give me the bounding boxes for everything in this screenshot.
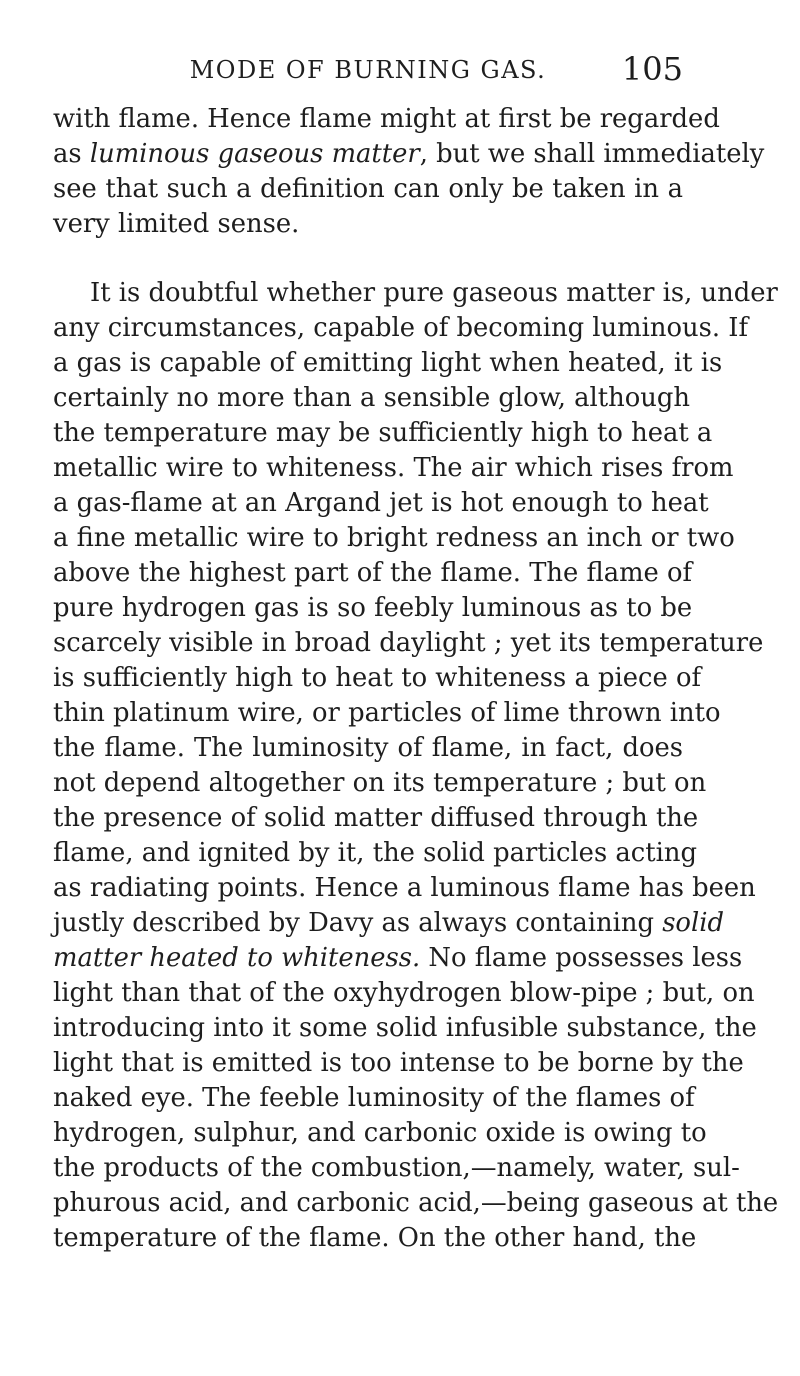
text-line [53, 1011, 757, 1046]
page-number: 105 [621, 50, 683, 88]
text-line [53, 311, 749, 346]
text-line [53, 801, 699, 836]
text-segment: pure hydrogen gas is so feebly luminous as to be [53, 593, 693, 623]
text-line [53, 591, 693, 626]
italic-text: luminous gaseous matter [89, 139, 420, 169]
text-line [53, 766, 707, 801]
text-line [53, 626, 764, 661]
text-segment: the presence of solid matter diffused through the [53, 803, 699, 833]
text-line [53, 731, 683, 766]
text-segment: temperature of the flame. On the other hand, the [53, 1223, 697, 1253]
text-line [53, 137, 765, 172]
paragraph [53, 276, 779, 1256]
text-line [53, 696, 721, 731]
text-line [53, 486, 709, 521]
text-segment: It is doubtful whether pure gaseous matter is, under [90, 278, 778, 308]
text-segment: light than that of the oxyhydrogen blow-pipe ; but, on [53, 978, 755, 1008]
text-segment: light that is emitted is too intense to be borne by the [53, 1048, 744, 1078]
text-line [53, 521, 735, 556]
text-segment: very limited sense. [53, 209, 300, 239]
text-segment: naked eye. The feeble luminosity of the flames of [53, 1083, 695, 1113]
text-line [53, 451, 734, 486]
text-segment: scarcely visible in broad daylight ; yet its temperature [53, 628, 764, 658]
text-line [53, 661, 702, 696]
text-segment: with flame. Hence flame might at first be regarded [53, 104, 720, 134]
text-segment: certainly no more than a sensible glow, although [53, 383, 691, 413]
text-segment: No flame possesses less [420, 943, 743, 973]
text-line [53, 976, 755, 1011]
italic-text: solid [662, 908, 724, 938]
text-segment: phurous acid, and carbonic acid,—being gaseous at the [53, 1188, 779, 1218]
text-segment: hydrogen, sulphur, and carbonic oxide is owing to [53, 1118, 707, 1148]
text-line [53, 836, 697, 871]
text-segment: thin platinum wire, or particles of lime thrown into [53, 698, 721, 728]
text-segment: flame, and ignited by it, the solid particles acting [53, 838, 697, 868]
text-line [53, 1046, 744, 1081]
text-line [53, 172, 683, 207]
text-segment: is sufficiently high to heat to whiteness a piece of [53, 663, 702, 693]
text-segment: a fine metallic wire to bright redness an inch or two [53, 523, 735, 553]
text-segment: above the highest part of the flame. The flame of [53, 558, 693, 588]
paragraph [53, 102, 765, 242]
text-segment: as [53, 139, 90, 169]
text-line [53, 1221, 697, 1256]
text-line [53, 416, 713, 451]
text-segment: a gas-flame at an Argand jet is hot enough to heat [53, 488, 709, 518]
text-line [53, 207, 683, 242]
text-segment: metallic wire to whiteness. The air which rises from [53, 453, 734, 483]
text-line [53, 276, 778, 311]
text-line [53, 871, 756, 906]
text-segment: the products of the combustion,—namely, water, sul- [53, 1153, 740, 1183]
text-line [53, 1151, 740, 1186]
text-line [53, 346, 723, 381]
text-line [53, 556, 693, 591]
running-head [53, 50, 683, 90]
body-text [53, 102, 779, 1256]
text-segment: the temperature may be sufficiently high to heat a [53, 418, 713, 448]
text-line [53, 941, 743, 976]
text-segment: see that such a definition can only be taken in a [53, 174, 683, 204]
text-line [53, 102, 720, 137]
running-title: MODE OF BURNING GAS. [189, 56, 547, 84]
italic-text: matter heated to whiteness. [53, 943, 421, 973]
text-line [53, 906, 724, 941]
text-line [53, 1186, 779, 1221]
text-segment: not depend altogether on its temperature ; but on [53, 768, 707, 798]
text-segment: , but we shall immediately [419, 139, 765, 169]
text-segment: the flame. The luminosity of flame, in fact, does [53, 733, 683, 763]
text-segment: any circumstances, capable of becoming luminous. If [53, 313, 749, 343]
text-segment: justly described by Davy as always containing [53, 908, 663, 938]
text-line [53, 381, 691, 416]
text-segment: a gas is capable of emitting light when heated, it is [53, 348, 723, 378]
text-line [53, 1116, 707, 1151]
paragraph-gap [53, 242, 683, 276]
text-segment: introducing into it some solid infusible substance, the [53, 1013, 757, 1043]
text-segment: as radiating points. Hence a luminous flame has been [53, 873, 756, 903]
text-line [53, 1081, 695, 1116]
